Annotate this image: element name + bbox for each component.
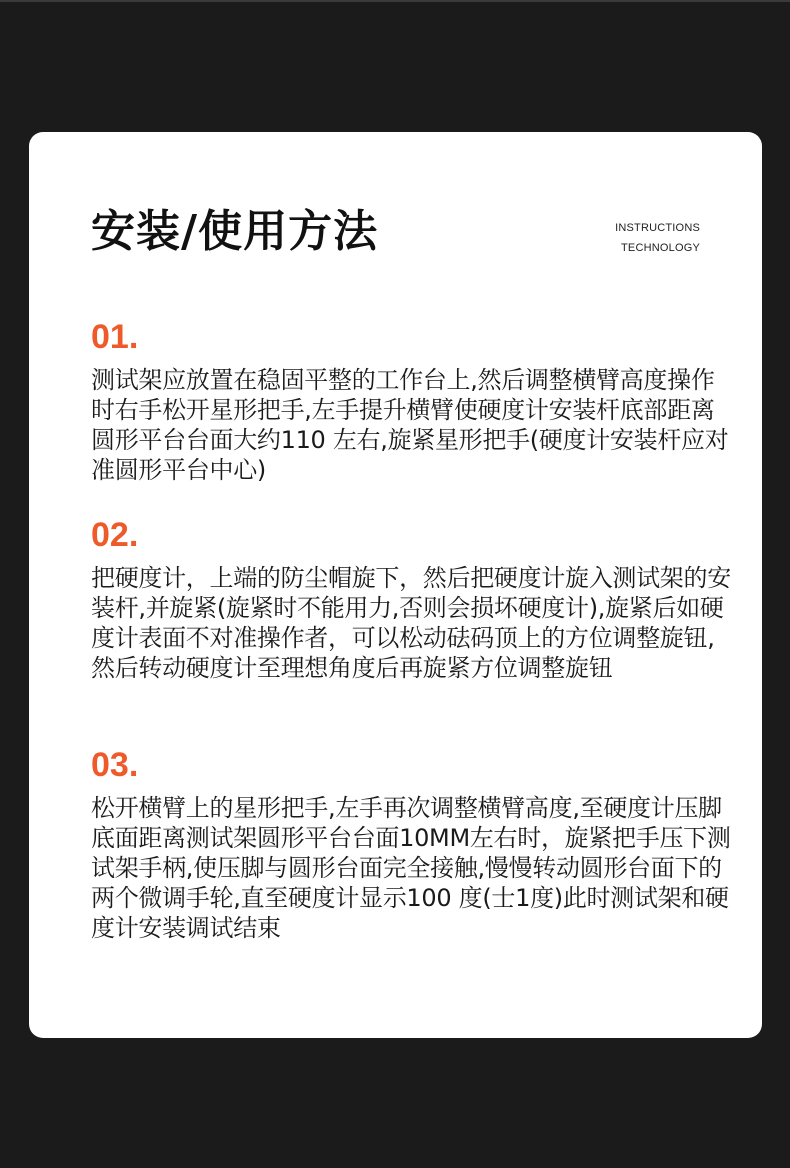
top-divider [0, 0, 790, 2]
step-3 [91, 745, 731, 943]
step-text: 把硬度计，上端的防尘帽旋下，然后把硬度计旋入测试架的安装杆,并旋紧(旋紧时不能用力,否则会损坏硬度计),旋紧后如硬度计表面不对准操作者，可以松动砝码顶上的方位调整旋钮,然后转动硬度计至理想角度后再旋紧方位调整旋钮 [91, 564, 731, 682]
step-text: 松开横臂上的星形把手,左手再次调整横臂高度,至硬度计压脚底面距离测试架圆形平台台面10MM左右时，旋紧把手压下测试架手柄,使压脚与圆形台面完全接触,慢慢转动圆形台面下的两个微调手轮,直至硬度计显示100 度(士1度)此时测试架和硬度计安装调试结束 [91, 794, 731, 942]
step-number: 02. [91, 516, 139, 554]
page-title: 安装/使用方法 [91, 206, 379, 257]
tag-technology: TECHNOLOGY [620, 242, 700, 254]
step-number: 03. [91, 746, 139, 784]
step-1 [91, 317, 731, 485]
step-number: 01. [91, 318, 139, 356]
header-tag [615, 218, 700, 258]
instructions-card [29, 132, 762, 1038]
tag-instructions: INSTRUCTIONS [615, 222, 700, 234]
step-text: 测试架应放置在稳固平整的工作台上,然后调整横臂高度操作时右手松开星形把手,左手提升横臂使硬度计安装杆底部距离圆形平台台面大约110 左右,旋紧星形把手(硬度计安装杆应对准圆形平台中心) [91, 366, 729, 484]
step-2 [91, 515, 731, 683]
